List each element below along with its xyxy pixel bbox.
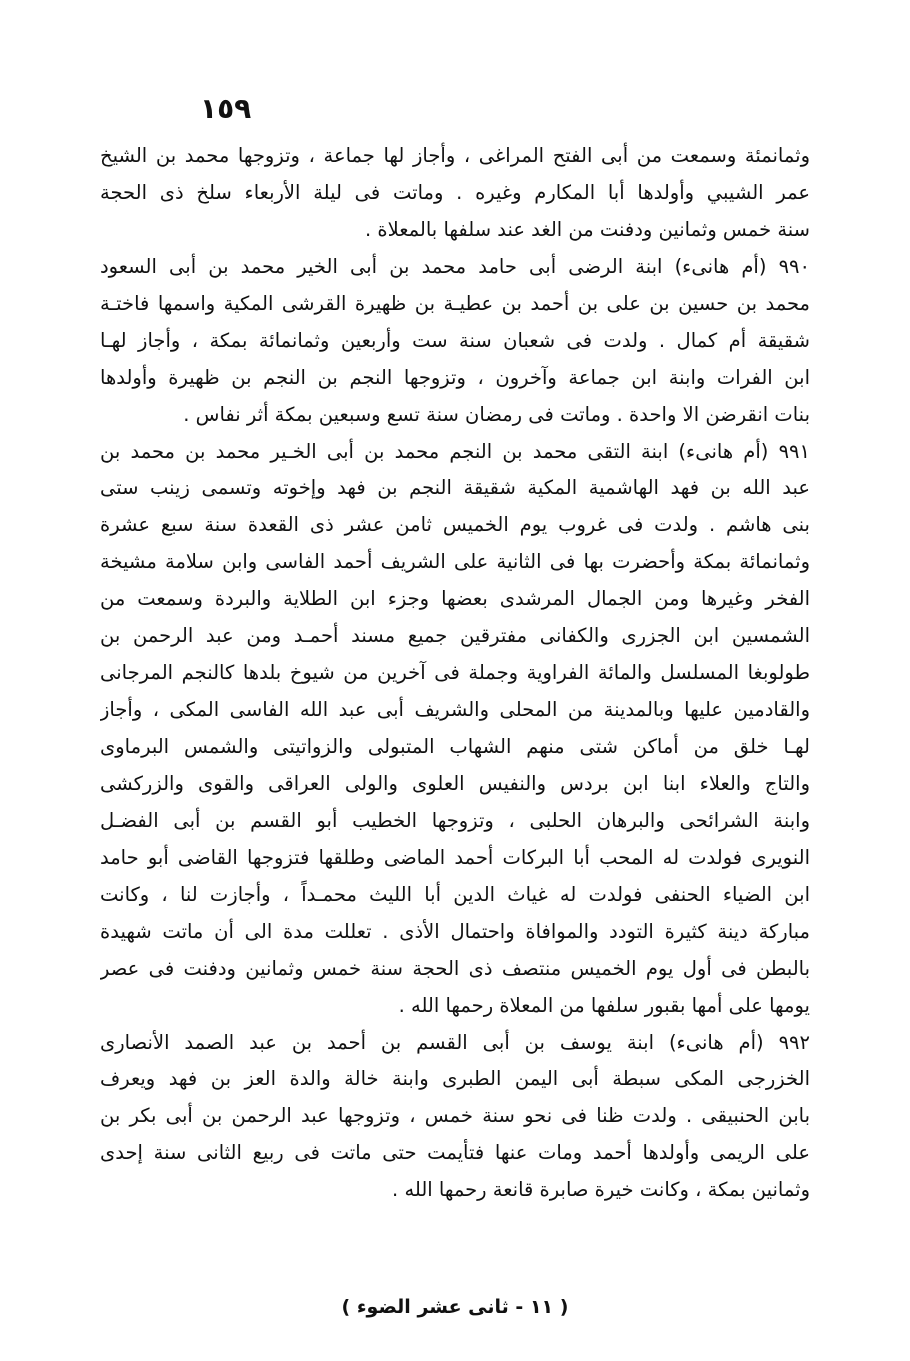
body-text bbox=[100, 138, 810, 1209]
text-line: بابن الحنبيقى . ولدت ظنا فى نحو سنة خمس ، وتزوجها عبد الرحمن بن أبى بكر بن bbox=[100, 1104, 810, 1128]
text-line: شقيقة أم كمال . ولدت فى شعبان سنة ست وأربعين وثمانمائة بمكة ، وأجاز لهـا bbox=[100, 328, 810, 352]
text-line: طولوبغا المسلسل والمائة الفراوية وجملة فى آخرين من شيوخ بلدها كالنجم المرجانى bbox=[100, 661, 810, 685]
text-line: بنى هاشم . ولدت فى غروب يوم الخميس ثامن عشر ذى القعدة سنة سبع عشرة bbox=[100, 513, 810, 537]
text-line: محمد بن حسين بن على بن أحمد بن عطيـة بن ظهيرة القرشى المكية واسمها فاختـة bbox=[100, 291, 810, 315]
text-line: وابنة الشرائحى والبرهان الحلبى ، وتزوجها الخطيب أبو القسم بن أبى الفضـل bbox=[100, 808, 810, 832]
text-line: عمر الشيبي وأولدها أبا المكارم وغيره . وماتت فى ليلة الأربعاء سلخ ذى الحجة bbox=[100, 180, 810, 204]
text-line: بالبطن فى أول يوم الخميس منتصف ذى الحجة سنة خمس وثمانين ودفنت فى عصر bbox=[100, 956, 810, 980]
text-line: وثمانين بمكة ، وكانت خيرة صابرة قانعة رحمها الله . bbox=[392, 1178, 810, 1202]
text-line: النويرى فولدت له المحب أبا البركات أحمد الماضى وطلقها فتزوجها القاضى أبو حامد bbox=[100, 845, 810, 869]
text-line: ٩٩٠ (أم هانىء) ابنة الرضى أبى حامد محمد بن أبى الخير محمد بن أبى السعود bbox=[100, 254, 810, 278]
text-line: ٩٩٢ (أم هانىء) ابنة يوسف بن أبى القسم بن أحمد بن عبد الصمد الأنصارى bbox=[100, 1030, 810, 1054]
text-line: وثمانمائة بمكة وأحضرت بها فى الثانية على الشريف أحمد الفاسى وابن سلامة مشيخة bbox=[100, 550, 810, 574]
text-line: على الريمى وأولدها أحمد ومات عنها فتأيمت حتى ماتت فى ربيع الثانى سنة إحدى bbox=[100, 1141, 810, 1165]
text-line: ابن الفرات وابنة ابن جماعة وآخرون ، وتزوجها النجم بن النجم بن ظهيرة وأولدها bbox=[100, 365, 810, 389]
text-line: الفخر وغيرها ومن الجمال المرشدى بعضها وجزء ابن الطلاية والبردة وسمعت من bbox=[100, 587, 810, 611]
text-line: عبد الله بن فهد الهاشمية المكية شقيقة النجم بن فهد وإخوته وتسمى زينب ستى bbox=[100, 476, 810, 500]
footer-signature: ( ١١ - ثانى عشر الضوء ) bbox=[341, 1296, 569, 1318]
text-line: الشمسين ابن الجزرى والكفانى مفترقين جميع مسند أحمـد ومن عبد الرحمن بن bbox=[100, 624, 810, 648]
text-line: ابن الضياء الحنفى فولدت له غياث الدين أبا الليث محمـداً ، وأجازت لنا ، وكانت bbox=[100, 882, 810, 906]
text-line: سنة خمس وثمانين ودفنت من الغد عند سلفها بالمعلاة . bbox=[365, 217, 810, 241]
page-number: ١٥٩ bbox=[200, 92, 252, 125]
text-line: يومها على أمها بقبور سلفها من المعلاة رحمها الله . bbox=[398, 993, 810, 1017]
text-line: بنات انقرضن الا واحدة . وماتت فى رمضان سنة تسع وسبعين بمكة أثر نفاس . bbox=[183, 402, 810, 426]
text-line: والقادمين عليها وبالمدينة من المحلى والشريف أبى عبد الله الفاسى المكى ، وأجاز bbox=[100, 698, 810, 722]
text-line: لهـا خلق من أماكن شتى منهم الشهاب المتبولى والزواتيتى والشمس البرماوى bbox=[100, 735, 810, 758]
text-line: والتاج والعلاء ابنا ابن بردس والنفيس العلوى والولى العراقى والقوى والزركشى bbox=[100, 771, 810, 795]
text-line: وثمانمئة وسمعت من أبى الفتح المراغى ، وأجاز لها جماعة ، وتزوجها محمد بن الشيخ bbox=[100, 144, 810, 167]
text-line: مباركة دينة كثيرة التودد والموافاة واحتمال الأذى . تعللت مدة الى أن ماتت شهيدة bbox=[100, 919, 810, 943]
text-line: الخزرجى المكى سبطة أبى اليمن الطبرى وابنة خالة والدة العز بن فهد ويعرف bbox=[100, 1067, 810, 1091]
text-line: ٩٩١ (أم هانىء) ابنة التقى محمد بن النجم محمد بن أبى الخـير محمد بن محمد بن bbox=[100, 439, 810, 463]
